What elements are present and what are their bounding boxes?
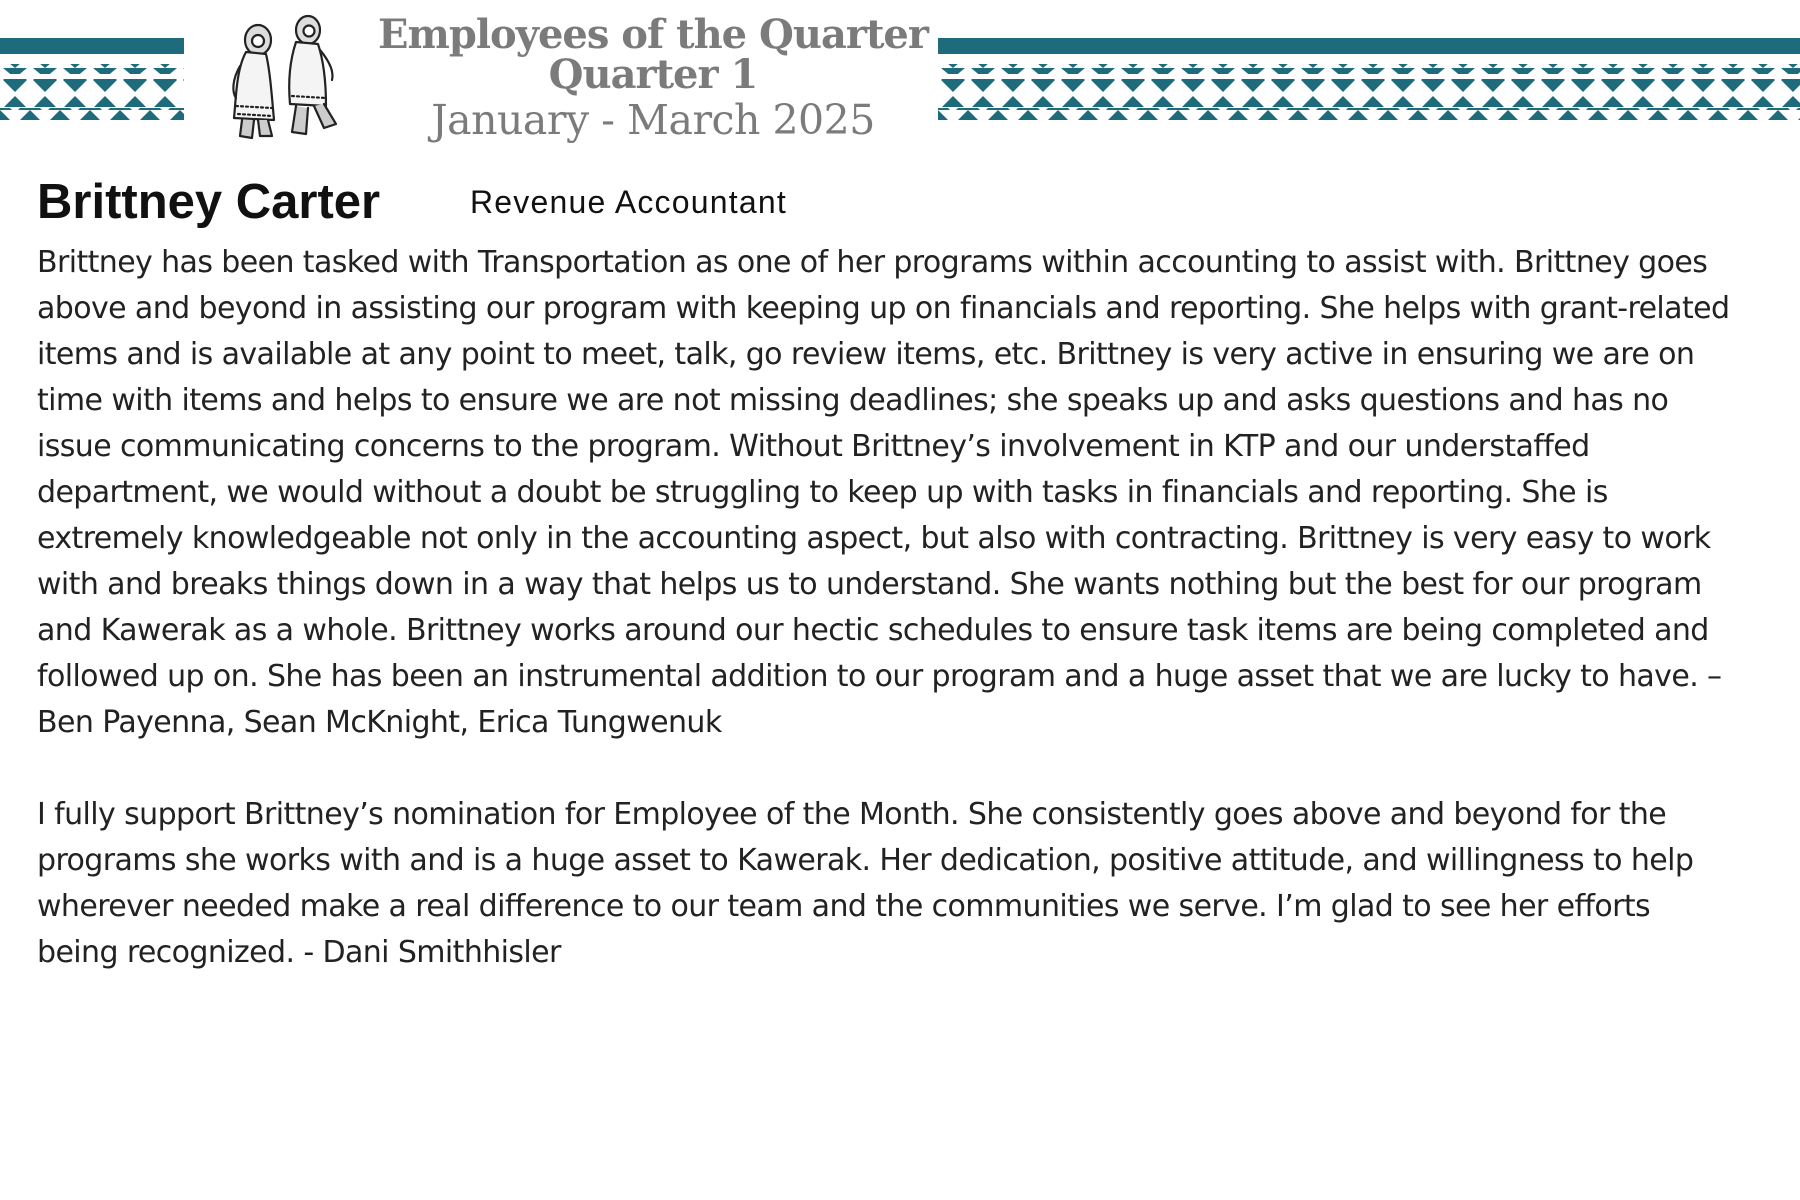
employee-role: Revenue Accountant	[470, 184, 787, 220]
decorative-border-left	[0, 38, 184, 122]
decorative-border-right	[938, 38, 1800, 122]
nomination-paragraph: I fully support Brittney’s nomination for Employee of the Month. She consistently goes above and beyond for the programs she works with and is a huge asset to Kawerak. Her dedication, positive attitude, and willingness to help wherever needed make a real difference to our team and the communities we serve. I’m glad to see her efforts being recognized. - Dani Smithhisler	[37, 797, 1694, 970]
header-titles	[370, 11, 936, 144]
nomination-text	[37, 240, 1737, 1022]
page-title: Employees of the Quarter	[378, 11, 928, 58]
nomination-paragraph: Brittney has been tasked with Transportation as one of her programs within accounting to assist with. Brittney goes above and beyond in assisting our program with keeping up on financials and reporting. She helps with grant-related items and is available at any point to meet, talk, go review items, etc. Brittney is very active in ensuring we are on time with items and helps to ensure we are not missing deadlines; she speaks up and asks questions and has no issue communicating concerns to the program. Without Brittney’s involvement in KTP and our understaffed department, we would without a doubt be struggling to keep up with tasks in financials and reporting. She is extremely knowledgeable not only in the accounting aspect, but also with contracting. Brittney is very easy to work with and breaks things down in a way that helps us to understand. She wants nothing but the best for our program and Kawerak as a whole. Brittney works around our hectic schedules to ensure task items are being completed and followed up on. She has been an instrumental addition to our program and a huge asset that we are lucky to have. – Ben Payenna, Sean McKnight, Erica Tungwenuk	[37, 245, 1730, 740]
date-range: January - March 2025	[431, 96, 875, 144]
employee-heading	[37, 172, 1757, 232]
quarter-label: Quarter 1	[548, 51, 758, 98]
employee-name: Brittney Carter	[37, 175, 381, 229]
walking-figures-icon	[226, 10, 346, 146]
